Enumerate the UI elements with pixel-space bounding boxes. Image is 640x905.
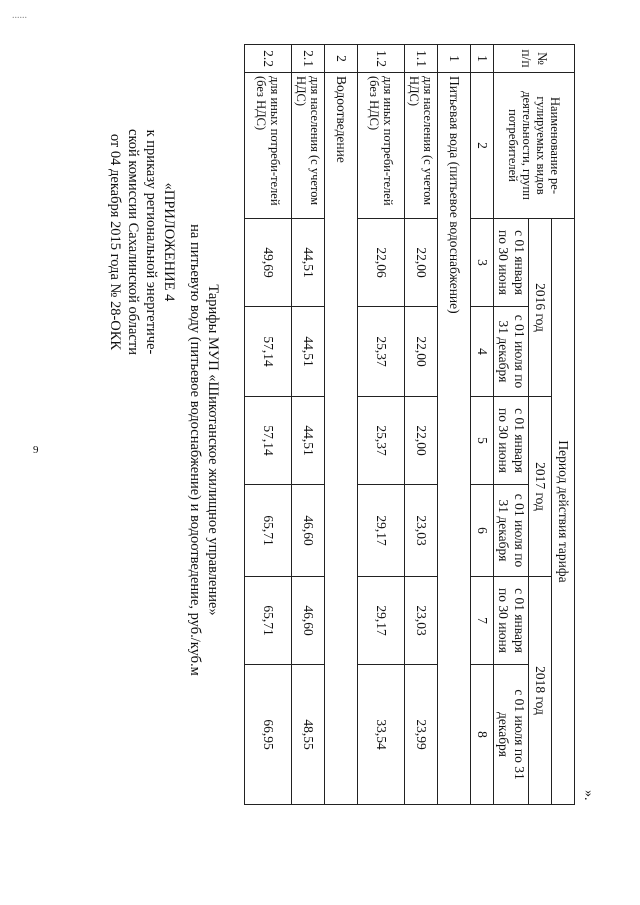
page-number: 9: [33, 444, 39, 456]
row-name: для населения (с учетом НДС): [292, 73, 325, 219]
row-value: 29,17: [358, 485, 405, 577]
row-name: для населения (с учетом НДС): [405, 73, 438, 219]
header-year-2017: 2017 год: [529, 397, 552, 577]
row-value: 44,51: [292, 397, 325, 485]
table-row: [405, 45, 438, 805]
tariff-table-wrapper: [244, 44, 575, 805]
appendix-line-4: от 04 декабря 2015 года № 28-ОКК: [107, 133, 123, 351]
row-value: 29,17: [358, 577, 405, 665]
index-cell: 3: [471, 219, 494, 307]
row-value: 44,51: [292, 219, 325, 307]
row-value: 46,60: [292, 485, 325, 577]
section-row: [325, 45, 358, 805]
header-period: Период действия тарифа: [552, 219, 575, 805]
section-num: 1: [438, 45, 471, 73]
index-cell: 7: [471, 577, 494, 665]
index-cell: 5: [471, 397, 494, 485]
header-year-2018: 2018 год: [529, 577, 552, 805]
table-row: [245, 45, 292, 805]
row-value: 57,14: [245, 307, 292, 397]
row-value: 65,71: [245, 485, 292, 577]
header-name: Наименование ре-гулируемых видов деятельности, групп потребителей: [494, 73, 575, 219]
title-line-2: на питьевую воду (питьевое водоснабжение) и водоотведение, руб./куб.м: [187, 224, 203, 676]
row-value: 46,60: [292, 577, 325, 665]
row-value: 44,51: [292, 307, 325, 397]
index-cell: 4: [471, 307, 494, 397]
row-num: 2.2: [245, 45, 292, 73]
row-value: 48,55: [292, 665, 325, 805]
index-cell: 6: [471, 485, 494, 577]
row-value: 33,54: [358, 665, 405, 805]
row-name: для иных потреби-телей (без НДС): [245, 73, 292, 219]
row-value: 22,00: [405, 307, 438, 397]
row-num: 1.2: [358, 45, 405, 73]
appendix-header: [106, 62, 178, 422]
row-num: 1.1: [405, 45, 438, 73]
header-half-2016-1: с 01 января по 30 июня: [494, 219, 529, 307]
index-cell: 2: [471, 73, 494, 219]
header-half-2018-1: с 01 января по 30 июня: [494, 577, 529, 665]
appendix-line-3: ской комиссии Сахалинской области: [125, 129, 141, 355]
row-value: 66,95: [245, 665, 292, 805]
appendix-line-2: к приказу региональной энергетиче-: [143, 129, 159, 355]
index-cell: 1: [471, 45, 494, 73]
header-half-2018-2: с 01 июля по 31 декабря: [494, 665, 529, 805]
table-row: [358, 45, 405, 805]
row-value: 23,03: [405, 485, 438, 577]
table-row: [292, 45, 325, 805]
row-value: 49,69: [245, 219, 292, 307]
section-title: Водоотведение: [325, 73, 358, 805]
tariff-table: [244, 44, 575, 805]
row-value: 25,37: [358, 307, 405, 397]
title-line-1: Тарифы МУП «Шикотанское жилищное управление»: [205, 284, 221, 616]
document-title: [186, 150, 222, 750]
closing-mark: ».: [581, 790, 596, 801]
section-num: 2: [325, 45, 358, 73]
section-row: [438, 45, 471, 805]
row-value: 22,00: [405, 219, 438, 307]
row-value: 23,03: [405, 577, 438, 665]
row-value: 65,71: [245, 577, 292, 665]
scan-mark: ......: [12, 10, 27, 21]
row-value: 23,99: [405, 665, 438, 805]
row-value: 25,37: [358, 397, 405, 485]
header-num: № п/п: [494, 45, 575, 73]
header-year-2016: 2016 год: [529, 219, 552, 397]
row-num: 2.1: [292, 45, 325, 73]
row-name: для иных потреби-телей (без НДС): [358, 73, 405, 219]
header-half-2017-2: с 01 июля по 31 декабря: [494, 485, 529, 577]
row-value: 22,06: [358, 219, 405, 307]
row-value: 57,14: [245, 397, 292, 485]
index-cell: 8: [471, 665, 494, 805]
header-half-2016-2: с 01 июля по 31 декабря: [494, 307, 529, 397]
appendix-line-1: «ПРИЛОЖЕНИЕ 4: [161, 182, 177, 302]
row-value: 22,00: [405, 397, 438, 485]
header-half-2017-1: с 01 января по 30 июня: [494, 397, 529, 485]
section-title: Питьевая вода (питьевое водоснабжение): [438, 73, 471, 805]
